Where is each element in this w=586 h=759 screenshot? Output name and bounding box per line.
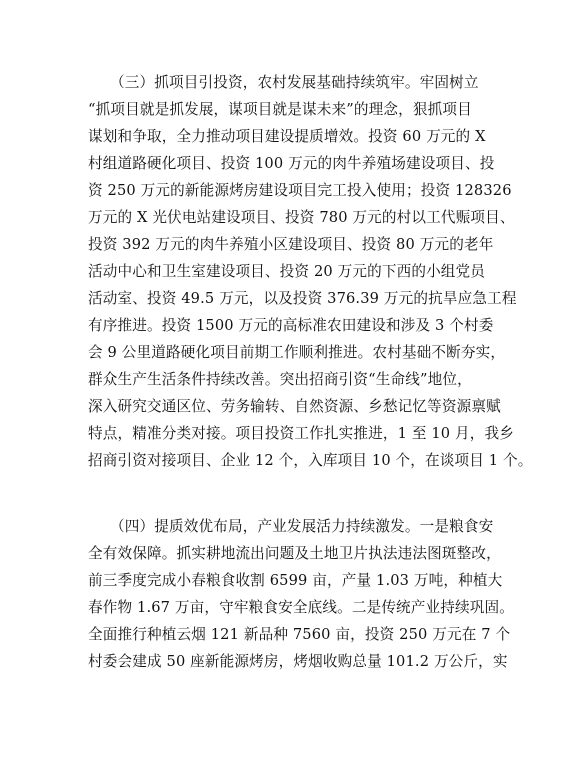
text-line: 村组道路硬化项目、投资 100 万元的肉牛养殖场建设项目、投 <box>88 155 495 172</box>
text-line: 春作物 1.67 万亩，守牢粮食安全底线。二是传统产业持续巩固。 <box>88 599 515 616</box>
text-line: 招商引资对接项目、企业 12 个，入库项目 10 个，在谈项目 1 个。 <box>88 452 533 469</box>
text-line: 万元的 X 光伏电站建设项目、投资 780 万元的村以工代赈项目、 <box>88 209 515 226</box>
text-line: 活动室、投资 49.5 万元，以及投资 376.39 万元的抗旱应急工程 <box>88 290 517 307</box>
text-line: （三）抓项目引投资，农村发展基础持续筑牢。牢固树立 <box>110 74 479 91</box>
text-line: 全有效保障。抓实耕地流出问题及土地卫片执法违法图斑整改， <box>88 545 501 562</box>
text-line: 深入研究交通区位、劳务输转、自然资源、乡愁记忆等资源禀赋 <box>88 398 501 415</box>
text-line: 谋划和争取，全力推动项目建设提质增效。投资 60 万元的 X <box>88 128 486 145</box>
text-line: “抓项目就是抓发展，谋项目就是谋未来”的理念，狠抓项目 <box>88 101 472 118</box>
text-line: 特点，精准分类对接。项目投资工作扎实推进，1 至 10 月，我乡 <box>88 425 515 442</box>
text-line: （四）提质效优布局，产业发展活力持续激发。一是粮食安 <box>110 518 494 535</box>
text-line: 活动中心和卫生室建设项目、投资 20 万元的下西的小组党员 <box>88 263 486 280</box>
text-line: 村委会建成 50 座新能源烤房，烤烟收购总量 101.2 万公斤，实 <box>88 653 508 670</box>
text-line: 前三季度完成小春粮食收割 6599 亩，产量 1.03 万吨，种植大 <box>88 572 503 589</box>
text-line: 有序推进。投资 1500 万元的高标准农田建设和涉及 3 个村委 <box>88 317 494 334</box>
text-line: 会 9 公里道路硬化项目前期工作顺利推进。农村基础不断夯实， <box>88 344 506 361</box>
text-line: 群众生产生活条件持续改善。突出招商引资“生命线”地位， <box>88 371 472 388</box>
text-line: 资 250 万元的新能源烤房建设项目完工投入使用；投资 128326 <box>88 182 512 199</box>
text-line: 投资 392 万元的肉牛养殖小区建设项目、投资 80 万元的老年 <box>88 236 494 253</box>
text-line: 全面推行种植云烟 121 新品种 7560 亩，投资 250 万元在 7 个 <box>88 626 511 643</box>
